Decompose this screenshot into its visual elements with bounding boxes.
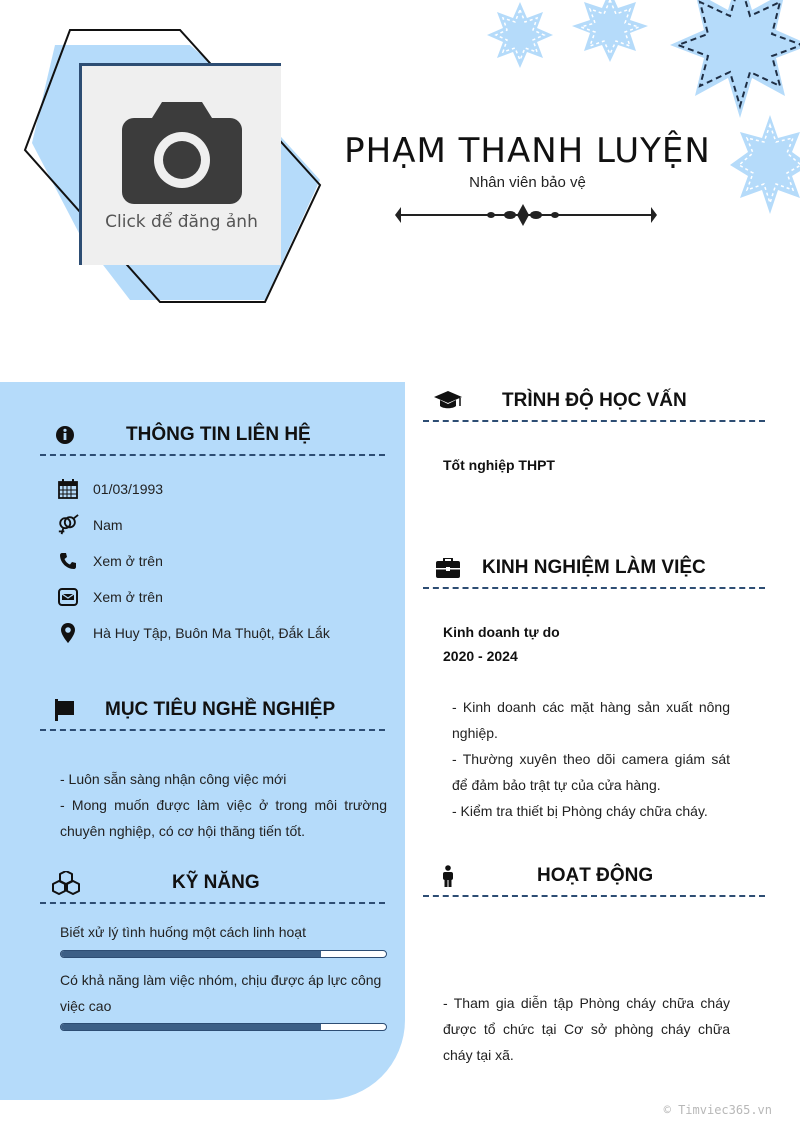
photo-upload-area[interactable] [79, 63, 281, 265]
skill-name: Có khả năng làm việc nhóm, chịu được áp lực công việc cao [60, 972, 382, 1014]
skill-level-bar [60, 1023, 387, 1031]
cubes-icon [52, 871, 80, 895]
experience-header [436, 557, 706, 579]
footer-watermark: © Timviec365.vn [663, 1103, 772, 1117]
activities-text: - Tham gia diễn tập Phòng cháy chữa cháy được tổ chức tại Cơ sở phòng cháy chữa cháy tại xã. [443, 995, 730, 1063]
contact-address-text: Hà Huy Tập, Buôn Ma Thuột, Đắk Lắk [93, 625, 330, 641]
skill-level-fill [61, 951, 321, 957]
contact-item-address [57, 622, 330, 644]
activities-divider [423, 895, 765, 897]
experience-line: - Kiểm tra thiết bị Phòng cháy chữa cháy. [452, 803, 708, 819]
objective-title: MỤC TIÊU NGHỀ NGHIỆP [105, 699, 336, 720]
contact-item-phone[interactable] [57, 550, 163, 572]
briefcase-icon [436, 558, 460, 578]
contact-email-text: Xem ở trên [93, 589, 163, 605]
photo-upload-label: Click để đăng ảnh [105, 211, 258, 232]
activities-title: HOẠT ĐỘNG [537, 865, 654, 886]
experience-title: KINH NGHIỆM LÀM VIỆC [482, 557, 706, 578]
experience-line: - Kinh doanh các mặt hàng sản xuất nông nghiệp. [452, 699, 730, 741]
contact-item-gender [57, 514, 123, 536]
education-divider [423, 420, 765, 422]
skill-name: Biết xử lý tình huống một cách linh hoạt [60, 924, 306, 940]
experience-period: 2020 - 2024 [443, 648, 518, 664]
graduation-cap-icon [433, 390, 463, 412]
objective-line: - Mong muốn được làm việc ở trong môi trường chuyên nghiệp, có cơ hội thăng tiến tốt. [60, 797, 387, 839]
contact-birthday-text: 01/03/1993 [93, 481, 164, 497]
contact-title: THÔNG TIN LIÊN HỆ [126, 424, 311, 445]
contact-gender-text: Nam [93, 517, 123, 533]
objective-text [60, 766, 387, 844]
education-degree: Tốt nghiệp THPT [443, 457, 555, 473]
info-icon [55, 425, 75, 445]
experience-description [452, 694, 730, 824]
contact-item-birthday [57, 478, 163, 500]
calendar-icon [57, 478, 79, 500]
contact-phone-text: Xem ở trên [93, 553, 163, 569]
experience-job-title: Kinh doanh tự do [443, 624, 560, 640]
skills-title: KỸ NĂNG [172, 872, 260, 893]
education-title: TRÌNH ĐỘ HỌC VẤN [502, 390, 687, 411]
contact-header [55, 424, 311, 446]
objective-line: - Luôn sẵn sàng nhận công việc mới [60, 771, 287, 787]
phone-icon [57, 550, 79, 572]
ornament-divider [395, 202, 657, 228]
camera-icon [122, 100, 242, 204]
contact-divider [40, 454, 385, 456]
skills-header [52, 871, 260, 895]
gender-icon [57, 514, 79, 536]
education-header [433, 390, 687, 412]
objective-header [55, 699, 335, 721]
experience-divider [423, 587, 765, 589]
location-icon [57, 622, 79, 644]
candidate-position: Nhân viên bảo vệ [469, 174, 586, 191]
objective-divider [40, 729, 385, 731]
flag-icon [55, 699, 75, 721]
activities-header [441, 865, 653, 887]
person-icon [441, 865, 455, 887]
decorative-stars [480, 0, 800, 230]
contact-item-email[interactable] [57, 586, 163, 608]
skill-level-bar [60, 950, 387, 958]
skill-level-fill [61, 1024, 321, 1030]
candidate-name: PHẠM THANH LUYỆN [344, 131, 711, 171]
skills-divider [40, 902, 385, 904]
experience-line: - Thường xuyên theo dõi camera giám sát để đảm bảo trật tự của cửa hàng. [452, 751, 730, 793]
email-icon [57, 586, 79, 608]
